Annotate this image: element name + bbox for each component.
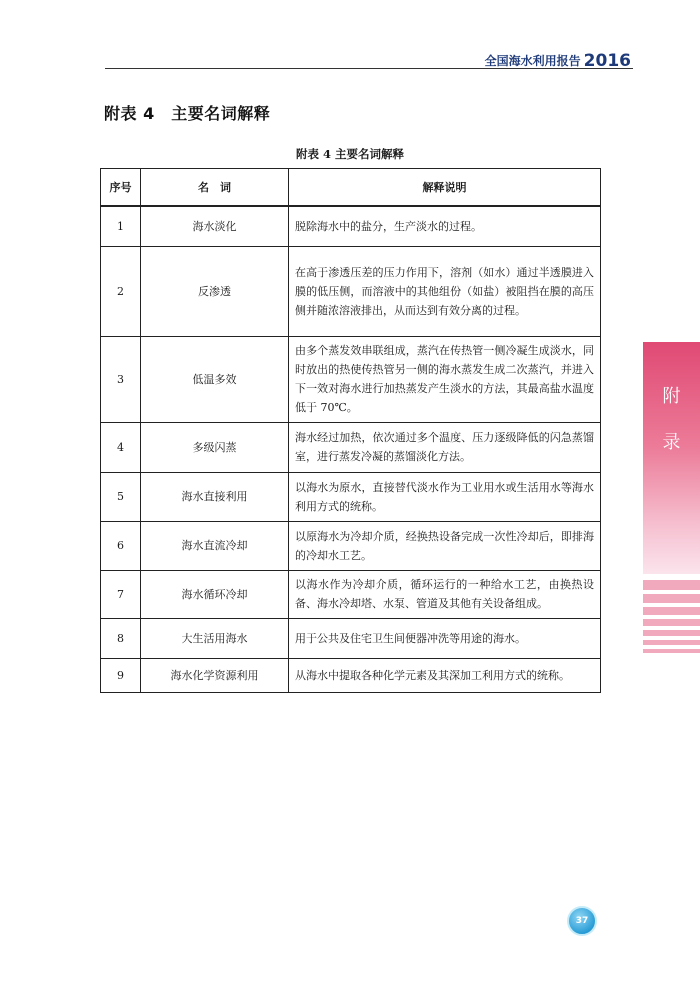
table-row	[101, 336, 601, 422]
side-stripe	[643, 580, 700, 590]
row-number: 2	[101, 246, 141, 336]
running-header	[105, 46, 633, 69]
section-title: 附表 4 主要名词解释	[104, 104, 271, 123]
row-description: 以海水作为冷却介质，循环运行的一种给水工艺，由换热设备、海水冷却塔、水泵、管道及其他有关设备组成。	[289, 570, 601, 618]
row-number: 3	[101, 336, 141, 422]
side-stripe	[643, 607, 700, 615]
page-number-badge	[567, 906, 597, 936]
side-tab-char-1: 附	[662, 386, 681, 407]
side-stripe	[643, 630, 700, 636]
page-number: 37	[575, 916, 589, 926]
row-term: 海水化学资源利用	[141, 658, 289, 692]
row-description: 脱除海水中的盐分，生产淡水的过程。	[289, 206, 601, 246]
table-row	[101, 521, 601, 570]
side-stripe	[643, 640, 700, 645]
report-year: 2016	[583, 51, 631, 71]
row-description: 从海水中提取各种化学元素及其深加工利用方式的统称。	[289, 658, 601, 692]
side-stripe	[643, 594, 700, 603]
column-header-term: 名 词	[141, 169, 289, 207]
table-row	[101, 422, 601, 472]
header-title-group	[485, 50, 631, 70]
row-term: 海水直接利用	[141, 472, 289, 521]
row-term: 多级闪蒸	[141, 422, 289, 472]
table-row	[101, 618, 601, 658]
table-header-row	[101, 169, 601, 207]
row-description: 海水经过加热，依次通过多个温度、压力逐级降低的闪急蒸馏室，进行蒸发冷凝的蒸馏淡化方法。	[289, 422, 601, 472]
row-description: 以海水为原水，直接替代淡水作为工业用水或生活用水等海水利用方式的统称。	[289, 472, 601, 521]
row-description: 用于公共及住宅卫生间便器冲洗等用途的海水。	[289, 618, 601, 658]
appendix-side-tab	[643, 342, 700, 574]
table-row	[101, 472, 601, 521]
row-number: 9	[101, 658, 141, 692]
row-description: 以原海水为冷却介质，经换热设备完成一次性冷却后，即排海的冷却水工艺。	[289, 521, 601, 570]
table-row	[101, 246, 601, 336]
side-stripe	[643, 649, 700, 653]
table-caption: 附表 4 主要名词解释	[295, 147, 404, 161]
side-tab-char-2: 录	[662, 432, 681, 453]
row-number: 5	[101, 472, 141, 521]
table-row	[101, 206, 601, 246]
side-stripe	[643, 619, 700, 626]
table-row	[101, 570, 601, 618]
row-term: 海水循环冷却	[141, 570, 289, 618]
row-number: 8	[101, 618, 141, 658]
table-row	[101, 658, 601, 692]
column-header-number: 序号	[101, 169, 141, 207]
row-term: 海水直流冷却	[141, 521, 289, 570]
row-term: 反渗透	[141, 246, 289, 336]
row-number: 6	[101, 521, 141, 570]
row-number: 4	[101, 422, 141, 472]
row-term: 大生活用海水	[141, 618, 289, 658]
row-number: 7	[101, 570, 141, 618]
row-term: 低温多效	[141, 336, 289, 422]
row-number: 1	[101, 206, 141, 246]
report-title: 全国海水利用报告	[484, 54, 581, 68]
row-term: 海水淡化	[141, 206, 289, 246]
column-header-description: 解释说明	[289, 169, 601, 207]
terms-table	[100, 168, 601, 693]
row-description: 由多个蒸发效串联组成，蒸汽在传热管一侧冷凝生成淡水，同时放出的热使传热管另一侧的海水蒸发生成二次蒸汽，并进入下一效对海水进行加热蒸发产生淡水的方法，其最高盐水温度低于 70℃。	[289, 336, 601, 422]
row-description: 在高于渗透压差的压力作用下，溶剂（如水）通过半透膜进入膜的低压侧，而溶液中的其他组份（如盐）被阻挡在膜的高压侧并随浓溶液排出，从而达到有效分离的过程。	[289, 246, 601, 336]
